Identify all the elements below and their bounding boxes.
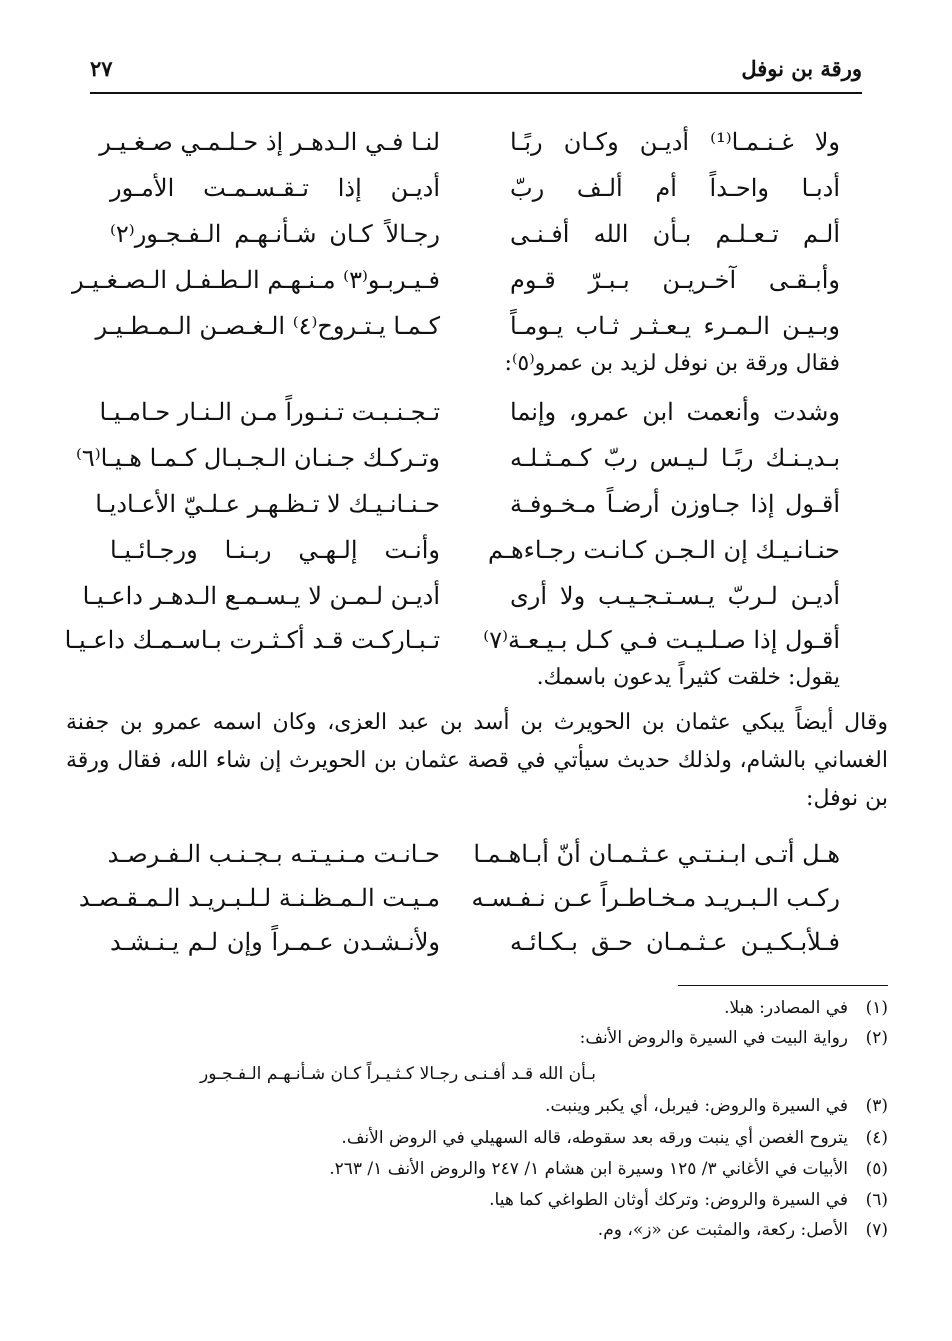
verse-right: فـلأبـكـيـن عـثـمـان حـق بـكـائـه	[510, 928, 840, 956]
verse-right: وشدت وأنعمت ابن عمرو، وإنما	[510, 398, 840, 426]
running-header	[90, 52, 862, 90]
footnote-number: (٧)	[865, 1220, 888, 1240]
footnote-number: (٣)	[865, 1096, 888, 1116]
running-title: ورقة بن نوفل	[741, 56, 862, 81]
verse-left: كـمـا يـتـروح⁽٤⁾ الـغـصـن الـمـطـيـر	[95, 312, 440, 340]
footnote-text: في المصادر: هبلا.	[724, 998, 848, 1018]
footnote-verse-right: بـأن الله قـد أفـنـى رجـالا	[419, 1064, 596, 1084]
verse-right: هـل أتـى ابـنـتـي عـثـمـان أنّ أبـاهـمـا	[473, 840, 840, 868]
header-rule	[90, 92, 862, 94]
verse-right: حنـانـيـك إن الـجـن كـانـت رجـاءهـم	[487, 536, 840, 564]
footnote	[66, 1188, 888, 1212]
verse-right: أديـن لـربّ يـسـتـجـيـب ولا أرى	[510, 582, 840, 610]
verse-left: لنـا فـي الـدهـر إذ حـلـمـي صـغـيـر	[99, 128, 440, 156]
verse-left: وأنـت إلـهـي ربـنـا ورجـائـيـا	[110, 536, 440, 564]
verse-note: يقول: خلقت كثيراً يدعون باسمك.	[536, 665, 840, 690]
footnote-text: يتروح الغصن أي ينبت ورقه بعد سقوطه، قاله السهيلي في الروض الأنف.	[341, 1128, 848, 1148]
prose-paragraph: وقال أيضاً يبكي عثمان بن الحويرث بن أسد بن عبد العزى، وكان اسمه عمرو بن جفنة الغساني بالشام، ولذلك حديث سيأتي في قصة عثمان بن الحويرث إن شاء الله، فقال ورقة بن نوفل:	[66, 710, 888, 811]
footnote-text: الأصل: ركعة، والمثبت عن «ز»، وم.	[597, 1220, 848, 1240]
verse-left: أديـن إذا تـقـسـمـت الأمـور	[110, 174, 440, 202]
verse-right: ولا غـنـمـا⁽¹⁾ أديـن وكـان ربًـا	[510, 128, 841, 156]
verse-right: وأبـقـى آخـريـن بـبـرّ قـوم	[510, 266, 840, 294]
footnote-text: رواية البيت في السيرة والروض الأنف:	[579, 1028, 848, 1048]
footnote-number: (٦)	[865, 1190, 888, 1210]
verse-left: أديـن لـمـن لا يـسـمـع الـدهـر داعـيـا	[82, 582, 440, 610]
verse-left: حـانـت مـنـيـتـه بـجـنـب الـفـرصـد	[107, 840, 440, 868]
footnote	[66, 1026, 888, 1050]
verse-right: أدبـا واحـداً أم ألـف ربّ	[510, 174, 840, 202]
footnote	[66, 1218, 888, 1242]
footnote-number: (٤)	[865, 1128, 888, 1148]
footnote-text: الأبيات في الأغاني ٣/ ١٢٥ وسيرة ابن هشام ١/ ٢٤٧ والروض الأنف ١/ ٢٦٣.	[329, 1159, 848, 1179]
footnote	[66, 996, 888, 1020]
footnote-number: (٥)	[865, 1159, 888, 1179]
page-number: ٢٧	[90, 56, 113, 81]
footnote-verse-left: كـثـيـراً كـان شـأنـهـم الـفـجـور	[200, 1064, 415, 1084]
verse-right: أقـول إذا جـاوزن أرضـاً مـخـوفـة	[510, 490, 840, 518]
verse-left: مـيـت الـمـظـنـة لـلـبـريـد الـمـقـصـد	[78, 884, 440, 912]
footnote-rule	[678, 985, 888, 986]
footnote	[66, 1126, 888, 1150]
footnote-text: في السيرة والروض: فيربل، أي يكبر وينبت.	[545, 1096, 848, 1116]
verse-left: ولأنـشـدن عـمـراً وإن لـم يـنـشـد	[110, 928, 440, 956]
footnote	[66, 1157, 888, 1181]
verse-left: تـبـاركـت قـد أكـثـرت بـاسـمـك داعـيـا	[64, 626, 440, 654]
footnote-number: (٢)	[865, 1028, 888, 1048]
verse-left: حـنـانـيـك لا تـظـهـر عـلـيّ الأعـاديـا	[95, 490, 440, 518]
footnote-text: في السيرة والروض: وتركك أوثان الطواغي كما هيا.	[489, 1190, 848, 1210]
verse-left: فـيـربـو⁽٣⁾ مـنـهـم الـطـفـل الـصـغـيـر	[72, 266, 440, 294]
poem-intro: فقال ورقة بن نوفل لزيد بن عمرو⁽٥⁾:	[504, 351, 840, 376]
footnote	[66, 1094, 888, 1118]
verse-left: رجـالاً كـان شـأنـهـم الـفـجـور⁽٢⁾	[110, 220, 440, 248]
verse-right: بـديـنـك ربًـا لـيـس ربّ كـمـثـلـه	[510, 444, 840, 472]
verse-right: وبـيـن الـمـرء يـعـثـر ثـاب يـومـاً	[510, 312, 840, 340]
verse-right: ألـم تـعـلـم بـأن الله أفـنـى	[510, 220, 840, 248]
verse-left: تـجـنـبـت تـنـوراً مـن الـنـار حـامـيـا	[99, 398, 440, 426]
verse-right: ركـب الـبـريـد مـخـاطـراً عـن نـفـسـه	[471, 884, 840, 912]
verse-left: وتـركـك جـنـان الـجـبـال كـمـا هـيـا⁽٦⁾	[75, 444, 440, 472]
verse-right: أقـول إذا صـلـيـت فـي كـل بـيـعـة⁽٧⁾	[483, 626, 840, 654]
footnote-number: (١)	[865, 998, 888, 1018]
